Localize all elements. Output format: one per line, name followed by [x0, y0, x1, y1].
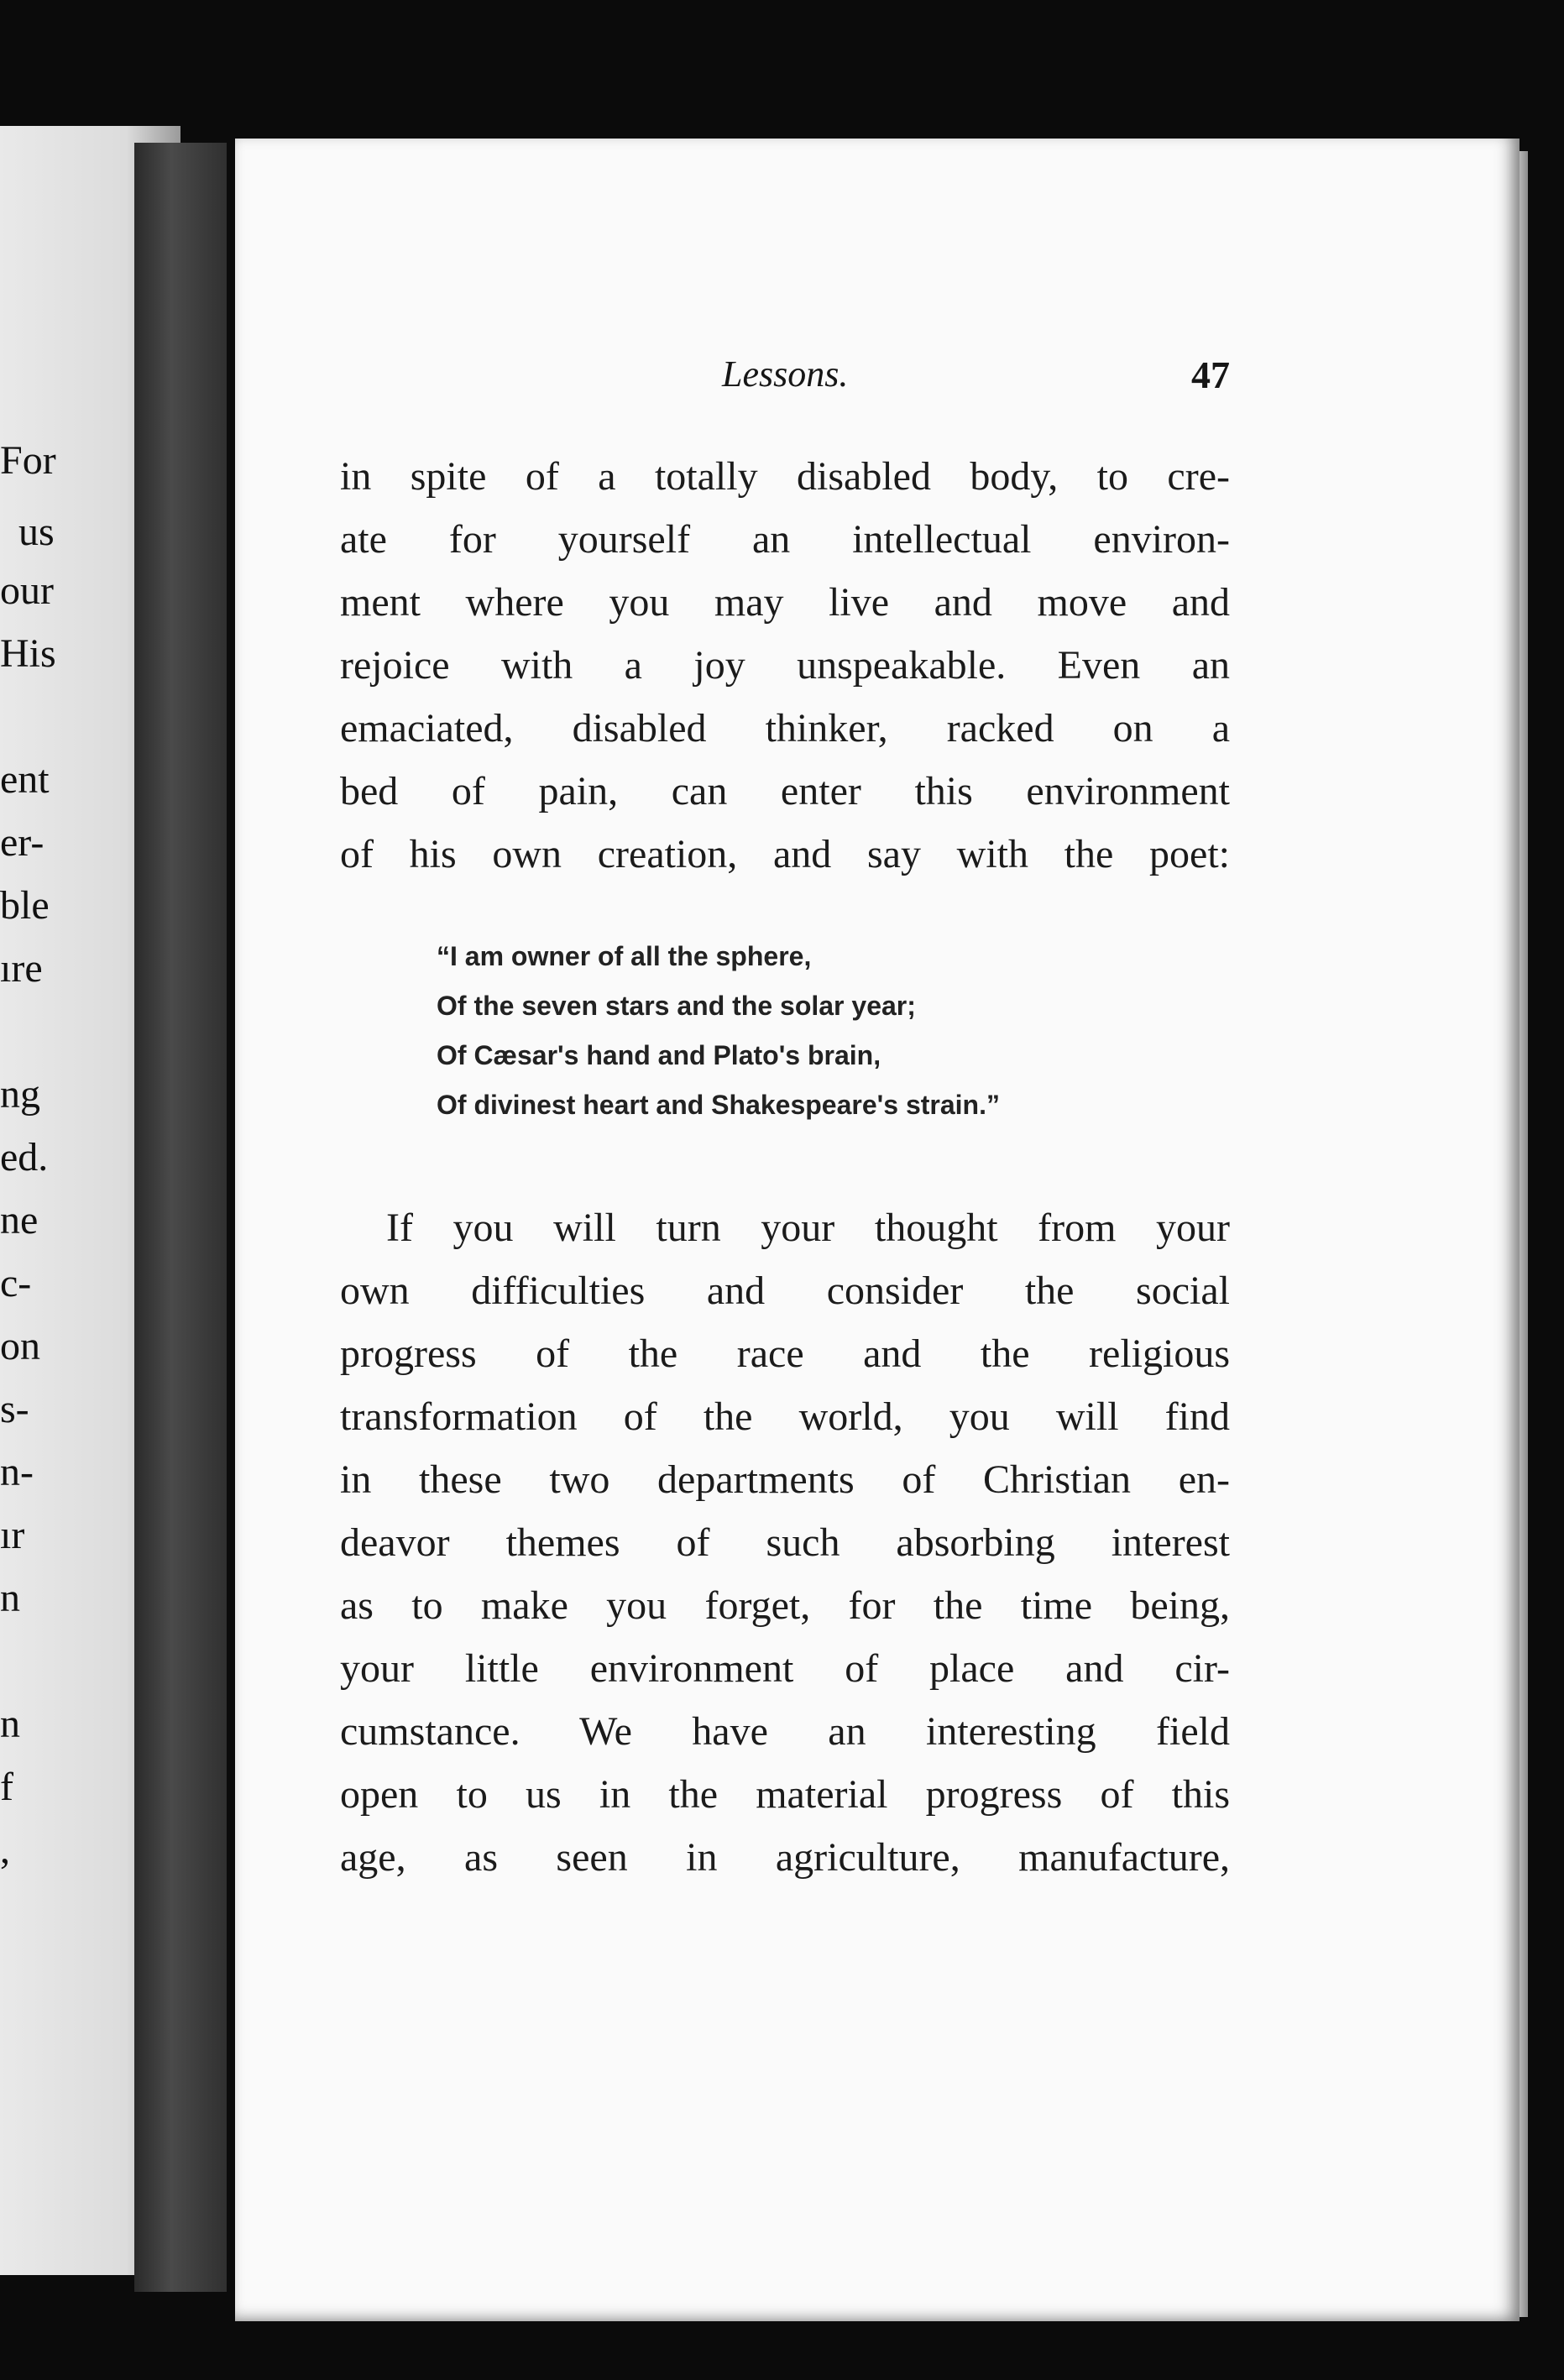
quote-line: Of the seven stars and the solar year; — [437, 991, 916, 1021]
facing-page-fragment: er- — [0, 820, 44, 865]
facing-page-fragment: n — [0, 1702, 20, 1746]
quote-line: Of Cæsar's hand and Plato's brain, — [437, 1040, 881, 1070]
text-line: emaciated, disabled thinker, racked on a — [340, 706, 1230, 751]
text-line: as to make you forget, for the time being, — [340, 1583, 1230, 1628]
facing-page-fragment: f — [0, 1765, 13, 1809]
text-line: own difficulties and consider the social — [340, 1268, 1230, 1313]
text-line: ment where you may live and move and — [340, 580, 1230, 625]
facing-page-fragment: For — [0, 438, 56, 483]
text-line: bed of pain, can enter this environment — [340, 769, 1230, 813]
text-line: open to us in the material progress of this — [340, 1772, 1230, 1817]
text-line: rejoice with a joy unspeakable. Even an — [340, 643, 1230, 688]
facing-page-fragment: our — [0, 568, 54, 613]
facing-page-fragment: on — [0, 1324, 40, 1368]
facing-page-fragment: n- — [0, 1450, 34, 1494]
text-line: age, as seen in agriculture, manufacture, — [340, 1835, 1230, 1880]
text-line: deavor themes of such absorbing interest — [340, 1520, 1230, 1565]
book-binding — [134, 143, 227, 2292]
facing-page-fragment: ır — [0, 1513, 25, 1557]
running-head — [340, 353, 1230, 403]
paragraph-1 — [340, 445, 1230, 886]
facing-page-fragment: ed. — [0, 1135, 49, 1180]
facing-page-fragment: n — [0, 1576, 20, 1620]
facing-page-fragment: s- — [0, 1387, 29, 1431]
text-line: progress of the race and the religious — [340, 1331, 1230, 1376]
text-line: in these two departments of Christian en- — [340, 1457, 1230, 1502]
facing-page-fragment: ble — [0, 883, 50, 928]
text-line: of his own creation, and say with the poet: — [340, 832, 1230, 876]
facing-page-fragment: His — [0, 631, 56, 676]
text-line: transformation of the world, you will find — [340, 1394, 1230, 1439]
text-line: in spite of a totally disabled body, to cre- — [340, 454, 1230, 499]
facing-page-fragment: ng — [0, 1072, 40, 1117]
text-line: If you will turn your thought from your — [386, 1206, 1230, 1250]
facing-page-fragment: , — [0, 1828, 10, 1872]
text-line: cumstance. We have an interesting field — [340, 1709, 1230, 1754]
quote-line: “I am owner of all the sphere, — [437, 941, 812, 971]
poem-quote — [437, 932, 1209, 1130]
facing-page-fragment: ıre — [0, 946, 43, 991]
paragraph-2 — [340, 1196, 1230, 1889]
facing-page-fragment: c- — [0, 1261, 32, 1305]
text-line: ate for yourself an intellectual environ- — [340, 517, 1230, 562]
page-number: 47 — [1191, 353, 1230, 396]
running-title: Lessons. — [722, 353, 849, 395]
facing-page-fragment: us — [18, 510, 55, 554]
quote-line: Of divinest heart and Shakespeare's strain.” — [437, 1090, 1000, 1120]
text-line: your little environment of place and cir- — [340, 1646, 1230, 1691]
facing-page-fragment: ne — [0, 1198, 39, 1242]
facing-page-fragment: ent — [0, 757, 50, 802]
